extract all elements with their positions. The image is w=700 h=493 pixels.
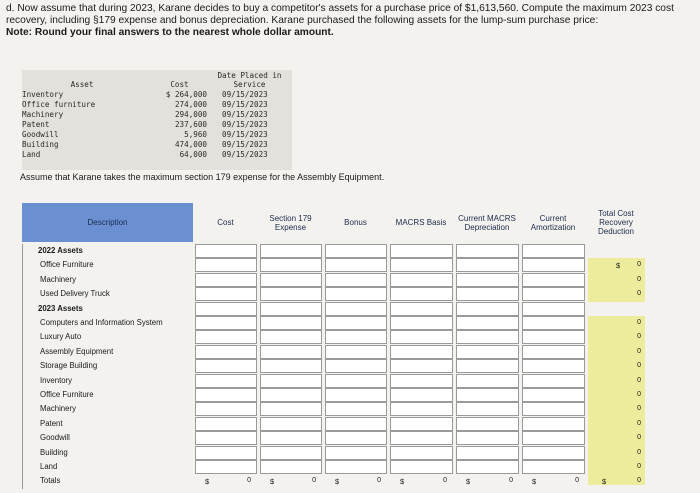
input-cell[interactable]: [522, 258, 585, 272]
input-cell[interactable]: [390, 258, 453, 272]
input-cell[interactable]: [456, 431, 519, 445]
input-cell[interactable]: [260, 431, 322, 445]
input-cell[interactable]: [325, 330, 387, 344]
input-cell[interactable]: [456, 287, 519, 301]
total-zero: 0: [637, 261, 641, 269]
input-cell[interactable]: [195, 316, 257, 330]
total-zero: 0: [637, 319, 641, 326]
asset-row: [22, 90, 292, 100]
total-col-header: Total Cost Recovery Deduction: [597, 209, 635, 236]
total-zero: 0: [637, 290, 641, 298]
asset-cost: 274,000: [174, 100, 207, 109]
input-cell[interactable]: [195, 446, 257, 460]
row-label: Office Furniture: [40, 260, 94, 270]
input-cell[interactable]: [195, 287, 257, 301]
total-zero: 0: [637, 333, 641, 341]
input-cell[interactable]: [522, 417, 585, 431]
section-heading: 2023 Assets: [38, 303, 83, 313]
input-cell[interactable]: [260, 374, 322, 388]
date-header-line2: Service: [233, 80, 266, 89]
input-cell[interactable]: [522, 302, 585, 316]
input-cell[interactable]: [325, 417, 387, 431]
asset-name: Building: [22, 140, 59, 149]
s179-col-header: Section 179 Expense: [269, 213, 312, 232]
cost-col-header: Cost: [217, 218, 234, 227]
input-cell[interactable]: [390, 302, 453, 316]
row-label: Patent: [40, 418, 63, 428]
input-cell[interactable]: [260, 446, 322, 460]
row-label: Machinery: [40, 404, 76, 414]
asset-row: [22, 100, 292, 110]
total-zero: 0: [637, 463, 641, 470]
input-cell[interactable]: [195, 302, 257, 316]
input-cell[interactable]: [260, 316, 322, 330]
cost-header: Cost: [170, 80, 189, 89]
row-label: Office Furniture: [40, 390, 94, 399]
input-cell[interactable]: [522, 316, 585, 330]
total-zero: 0: [637, 391, 641, 398]
row-label: Computers and Information System: [40, 318, 163, 327]
row-label: Building: [40, 447, 68, 457]
input-cell[interactable]: [456, 302, 519, 316]
input-cell[interactable]: [260, 388, 322, 402]
asset-date: 09/15/2023: [222, 130, 268, 139]
input-cell[interactable]: [325, 374, 387, 388]
input-cell[interactable]: [195, 258, 257, 272]
input-cell[interactable]: [390, 402, 453, 416]
input-cell[interactable]: [195, 374, 257, 388]
dollar-sign: $: [270, 477, 275, 487]
input-cell[interactable]: [456, 316, 519, 330]
total-zero: 0: [637, 347, 641, 355]
total-zero: 0: [637, 362, 641, 370]
dollar-sign: $: [335, 477, 340, 487]
input-cell[interactable]: [195, 417, 257, 431]
asset-table: [22, 70, 292, 170]
asset-cost: $ 264,000: [165, 90, 207, 99]
zero-value: 0: [377, 477, 381, 485]
input-cell[interactable]: [390, 431, 453, 445]
asset-cost: 64,000: [179, 150, 207, 159]
input-cell[interactable]: [522, 345, 585, 359]
input-cell[interactable]: [522, 330, 585, 344]
input-cell[interactable]: [390, 359, 453, 373]
asset-row: [22, 150, 292, 160]
asset-row: [22, 130, 292, 140]
row-label: Goodwill: [40, 433, 70, 443]
asset-name: Land: [22, 150, 41, 159]
dollar-sign: $: [466, 477, 471, 487]
asset-cost: 474,000: [174, 140, 207, 149]
table-left-border: [22, 244, 23, 489]
input-cell[interactable]: [522, 446, 585, 460]
input-cell[interactable]: [522, 374, 585, 388]
asset-date: 09/15/2023: [222, 90, 268, 99]
total-zero: 0: [637, 419, 641, 427]
input-cell[interactable]: [456, 273, 519, 287]
asset-row: [22, 110, 292, 120]
total-zero: 0: [637, 448, 641, 456]
row-label: Totals: [40, 476, 61, 486]
macrs-basis-col-header: MACRS Basis: [395, 218, 447, 227]
input-cell[interactable]: [456, 244, 519, 258]
input-cell[interactable]: [325, 244, 387, 258]
input-cell[interactable]: [390, 446, 453, 460]
input-cell[interactable]: [260, 273, 322, 287]
asset-name: Goodwill: [22, 130, 59, 139]
asset-name: Inventory: [22, 90, 64, 99]
input-cell[interactable]: [456, 460, 519, 474]
input-cell[interactable]: [260, 302, 322, 316]
input-cell[interactable]: [195, 273, 257, 287]
question-block: [6, 3, 686, 39]
date-header-line1: Date Placed in: [217, 71, 282, 80]
input-cell[interactable]: [522, 402, 585, 416]
input-cell[interactable]: [456, 330, 519, 344]
input-cell[interactable]: [325, 287, 387, 301]
row-label: Storage Building: [40, 361, 98, 371]
input-cell[interactable]: [195, 359, 257, 373]
row-label: Assembly Equipment: [40, 346, 114, 356]
input-cell[interactable]: [260, 258, 322, 272]
input-cell[interactable]: [325, 446, 387, 460]
asset-cost: 237,600: [174, 120, 207, 129]
input-cell[interactable]: [390, 388, 453, 402]
input-cell[interactable]: [522, 388, 585, 402]
input-cell[interactable]: [456, 374, 519, 388]
input-cell[interactable]: [325, 345, 387, 359]
asset-name: Office furniture: [22, 100, 96, 109]
input-cell[interactable]: [456, 345, 519, 359]
input-cell[interactable]: [456, 402, 519, 416]
zero-value: 0: [247, 477, 251, 485]
input-cell[interactable]: [456, 258, 519, 272]
input-cell[interactable]: [456, 359, 519, 373]
input-cell[interactable]: [195, 431, 257, 445]
bonus-col-header: Bonus: [344, 218, 367, 227]
description-header: Description: [87, 218, 128, 227]
total-zero: 0: [637, 405, 641, 413]
asset-date: 09/15/2023: [222, 100, 268, 109]
input-cell[interactable]: [456, 417, 519, 431]
input-cell[interactable]: [325, 431, 387, 445]
input-cell[interactable]: [390, 330, 453, 344]
input-cell[interactable]: [522, 273, 585, 287]
input-cell[interactable]: [195, 345, 257, 359]
input-cell[interactable]: [195, 402, 257, 416]
row-label: Inventory: [40, 375, 73, 385]
input-cell[interactable]: [390, 316, 453, 330]
zero-value: 0: [312, 477, 316, 485]
asset-date: 09/15/2023: [222, 140, 268, 149]
input-cell[interactable]: [260, 359, 322, 373]
asset-date: 09/15/2023: [222, 120, 268, 129]
asset-name: Machinery: [22, 110, 64, 119]
asset-row: [22, 140, 292, 150]
input-cell[interactable]: [260, 345, 322, 359]
assumption-text: Assume that Karane takes the maximum section 179 expense for the Assembly Equipment.: [20, 172, 385, 182]
input-cell[interactable]: [522, 359, 585, 373]
input-cell[interactable]: [325, 460, 387, 474]
input-cell[interactable]: [390, 417, 453, 431]
section-heading: 2022 Assets: [38, 246, 83, 255]
asset-name: Patent: [22, 120, 50, 129]
dollar-sign: $: [205, 477, 210, 487]
input-cell[interactable]: [456, 388, 519, 402]
total-zero: 0: [637, 434, 641, 442]
input-cell[interactable]: [390, 345, 453, 359]
input-cell[interactable]: [390, 244, 453, 258]
input-cell[interactable]: [390, 374, 453, 388]
cost-recovery-form: [22, 203, 686, 487]
question-text: d. Now assume that during 2023, Karane decides to buy a competitor's assets for a purchase price of $1,613,560. Compute the maximum 2023 cost recovery, including §179 expense and bonus depreciation. Karane purchased the following assets for the lump-sum purchase price:: [6, 3, 674, 26]
input-cell[interactable]: [390, 273, 453, 287]
input-cell[interactable]: [195, 388, 257, 402]
dollar-sign: $: [400, 477, 405, 487]
input-cell[interactable]: [522, 244, 585, 258]
asset-date: 09/15/2023: [222, 150, 268, 159]
input-cell[interactable]: [260, 287, 322, 301]
yellow-input-2023: [588, 316, 645, 485]
input-cell[interactable]: [522, 460, 585, 474]
input-cell[interactable]: [325, 402, 387, 416]
input-cell[interactable]: [260, 330, 322, 344]
row-label: Luxury Auto: [40, 332, 82, 342]
input-cell[interactable]: [195, 244, 257, 258]
input-cell[interactable]: [195, 460, 257, 474]
total-zero: 0: [637, 275, 641, 283]
input-cell[interactable]: [325, 316, 387, 330]
current-amort-col-header: Current Amortization: [530, 213, 576, 232]
total-zero: 0: [637, 376, 641, 384]
current-macrs-col-header: Current MACRS Depreciation: [458, 213, 516, 232]
asset-cost: 294,000: [174, 110, 207, 119]
input-cell[interactable]: [456, 446, 519, 460]
zero-value: 0: [575, 477, 579, 485]
input-cell[interactable]: [195, 330, 257, 344]
input-cell[interactable]: [522, 287, 585, 301]
zero-value: 0: [637, 477, 641, 485]
asset-header: Asset: [70, 80, 94, 89]
dollar-sign: $: [616, 261, 621, 271]
input-cell[interactable]: [390, 287, 453, 301]
input-cell[interactable]: [325, 273, 387, 287]
row-label: Land: [40, 462, 58, 471]
asset-date: 09/15/2023: [222, 110, 268, 119]
dollar-sign: $: [532, 477, 537, 487]
zero-value: 0: [509, 477, 513, 485]
input-cell[interactable]: [260, 460, 322, 474]
asset-row: [22, 120, 292, 130]
input-cell[interactable]: [260, 244, 322, 258]
input-cell[interactable]: [325, 359, 387, 373]
input-cell[interactable]: [325, 388, 387, 402]
input-cell[interactable]: [522, 431, 585, 445]
rounding-note: Note: Round your final answers to the nearest whole dollar amount.: [6, 27, 334, 38]
input-cell[interactable]: [390, 460, 453, 474]
row-label: Used Delivery Truck: [40, 289, 110, 299]
input-cell[interactable]: [260, 402, 322, 416]
dollar-sign: $: [602, 477, 607, 487]
zero-value: 0: [443, 477, 447, 485]
asset-cost: 5,960: [184, 130, 207, 139]
input-cell[interactable]: [325, 302, 387, 316]
input-cell[interactable]: [325, 258, 387, 272]
input-cell[interactable]: [260, 417, 322, 431]
row-label: Machinery: [40, 274, 76, 284]
